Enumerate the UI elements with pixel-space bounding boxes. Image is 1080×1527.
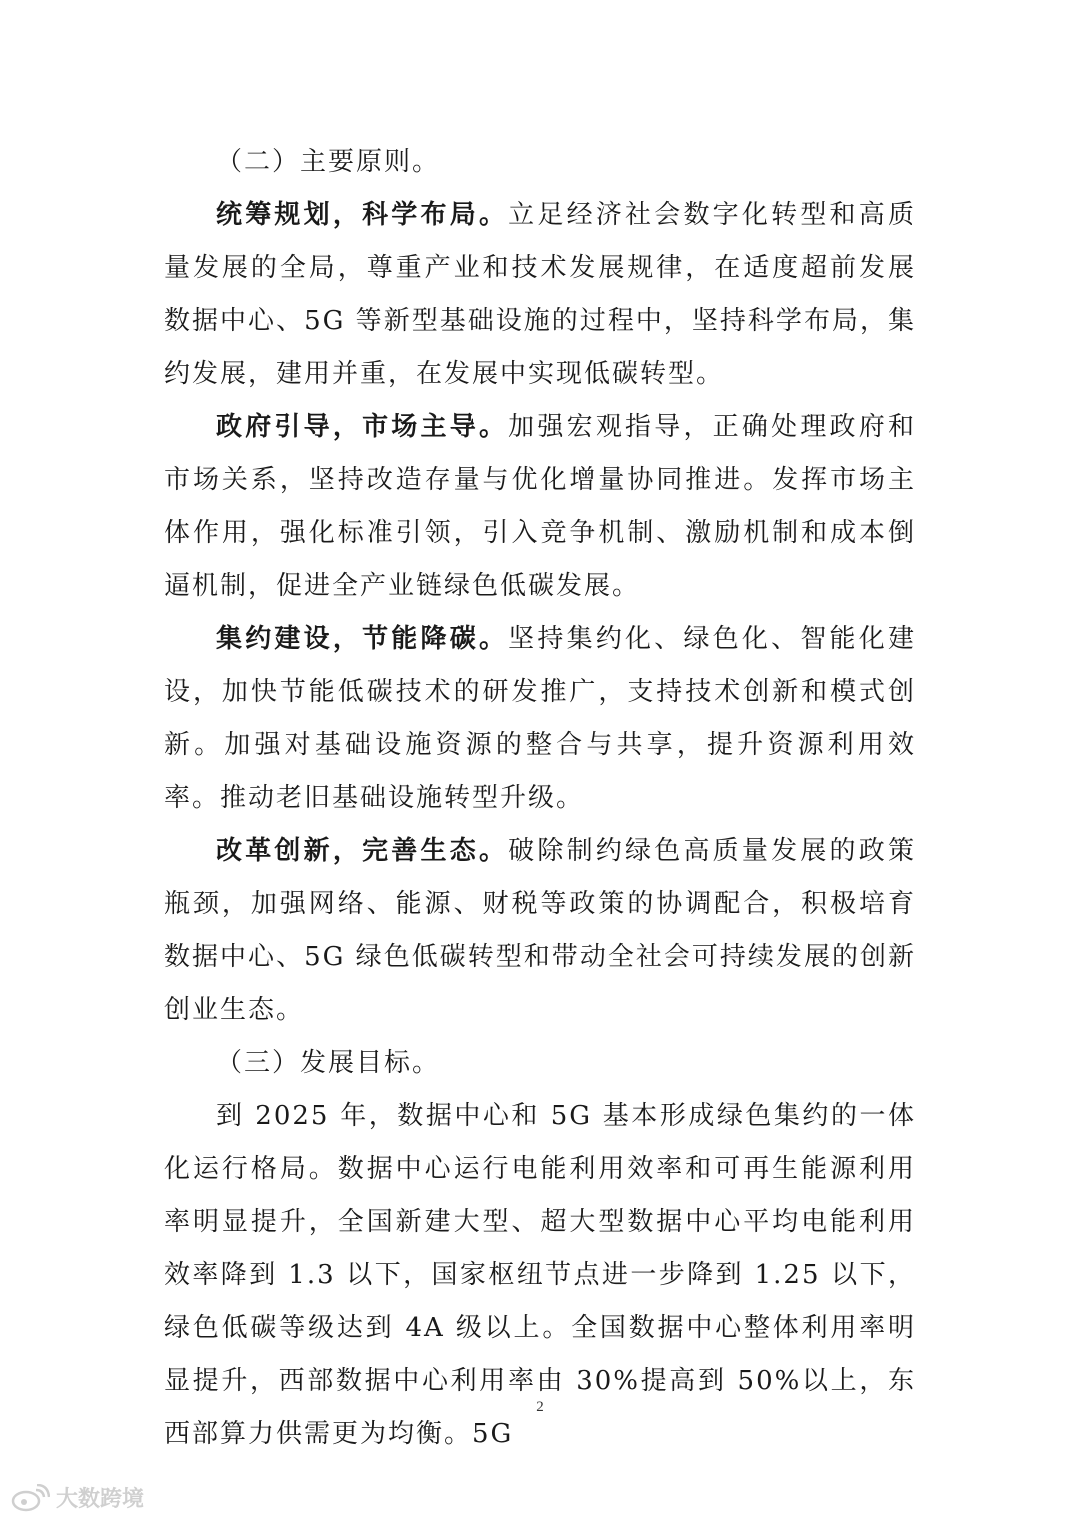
paragraph-lead: 改革创新，完善生态。 bbox=[216, 836, 509, 866]
paragraph-body: 破除制约绿色高质量发展的政策瓶颈，加强网络、能源、财税等政策的协调配合，积极培育数据中心、5G 绿色低碳转型和带动全社会可持续发展的创新创业生态。 bbox=[164, 836, 916, 1025]
paragraph-goals: 到 2025 年，数据中心和 5G 基本形成绿色集约的一体化运行格局。数据中心运行电能利用效率和可再生能源利用率明显提升，全国新建大型、超大型数据中心平均电能利用效率降到 1.3 以下，国家枢纽节点进一步降到 1.25 以下，绿色低碳等级达到 4A 级以上。全国数据中心整体利用率明显提升，西部数据中心利用率由 30%提高到 50%以上，东西部算力供需更为均衡。5G bbox=[164, 1101, 916, 1449]
page-number: 2 bbox=[536, 1399, 544, 1415]
paragraph-body: 加强宏观指导，正确处理政府和市场关系，坚持改造存量与优化增量协同推进。发挥市场主体作用，强化标准引领，引入竞争机制、激励机制和成本倒逼机制，促进全产业链绿色低碳发展。 bbox=[164, 412, 916, 601]
paragraph-lead: 集约建设，节能降碳。 bbox=[216, 624, 509, 654]
paragraph-lead: 政府引导，市场主导。 bbox=[216, 412, 509, 442]
body-text bbox=[164, 136, 916, 1461]
paragraph-body: 立足经济社会数字化转型和高质量发展的全局，尊重产业和技术发展规律，在适度超前发展数据中心、5G 等新型基础设施的过程中，坚持科学布局，集约发展，建用并重，在发展中实现低碳转型。 bbox=[164, 200, 916, 389]
principles-heading: （二）主要原则。 bbox=[216, 147, 441, 177]
watermark bbox=[10, 1482, 144, 1513]
paragraph-body: 坚持集约化、绿色化、智能化建设，加快节能低碳技术的研发推广，支持技术创新和模式创新。加强对基础设施资源的整合与共享，提升资源利用效率。推动老旧基础设施转型升级。 bbox=[164, 624, 916, 813]
weibo-like-logo-icon bbox=[10, 1484, 50, 1512]
paragraph-construction bbox=[164, 613, 916, 825]
paragraph-government bbox=[164, 401, 916, 613]
paragraph-lead: 统筹规划，科学布局。 bbox=[216, 200, 509, 230]
paragraph-reform bbox=[164, 825, 916, 1037]
paragraph-planning bbox=[164, 189, 916, 401]
watermark-text: 大数跨境 bbox=[56, 1486, 145, 1511]
goals-heading: （三）发展目标。 bbox=[216, 1048, 441, 1078]
